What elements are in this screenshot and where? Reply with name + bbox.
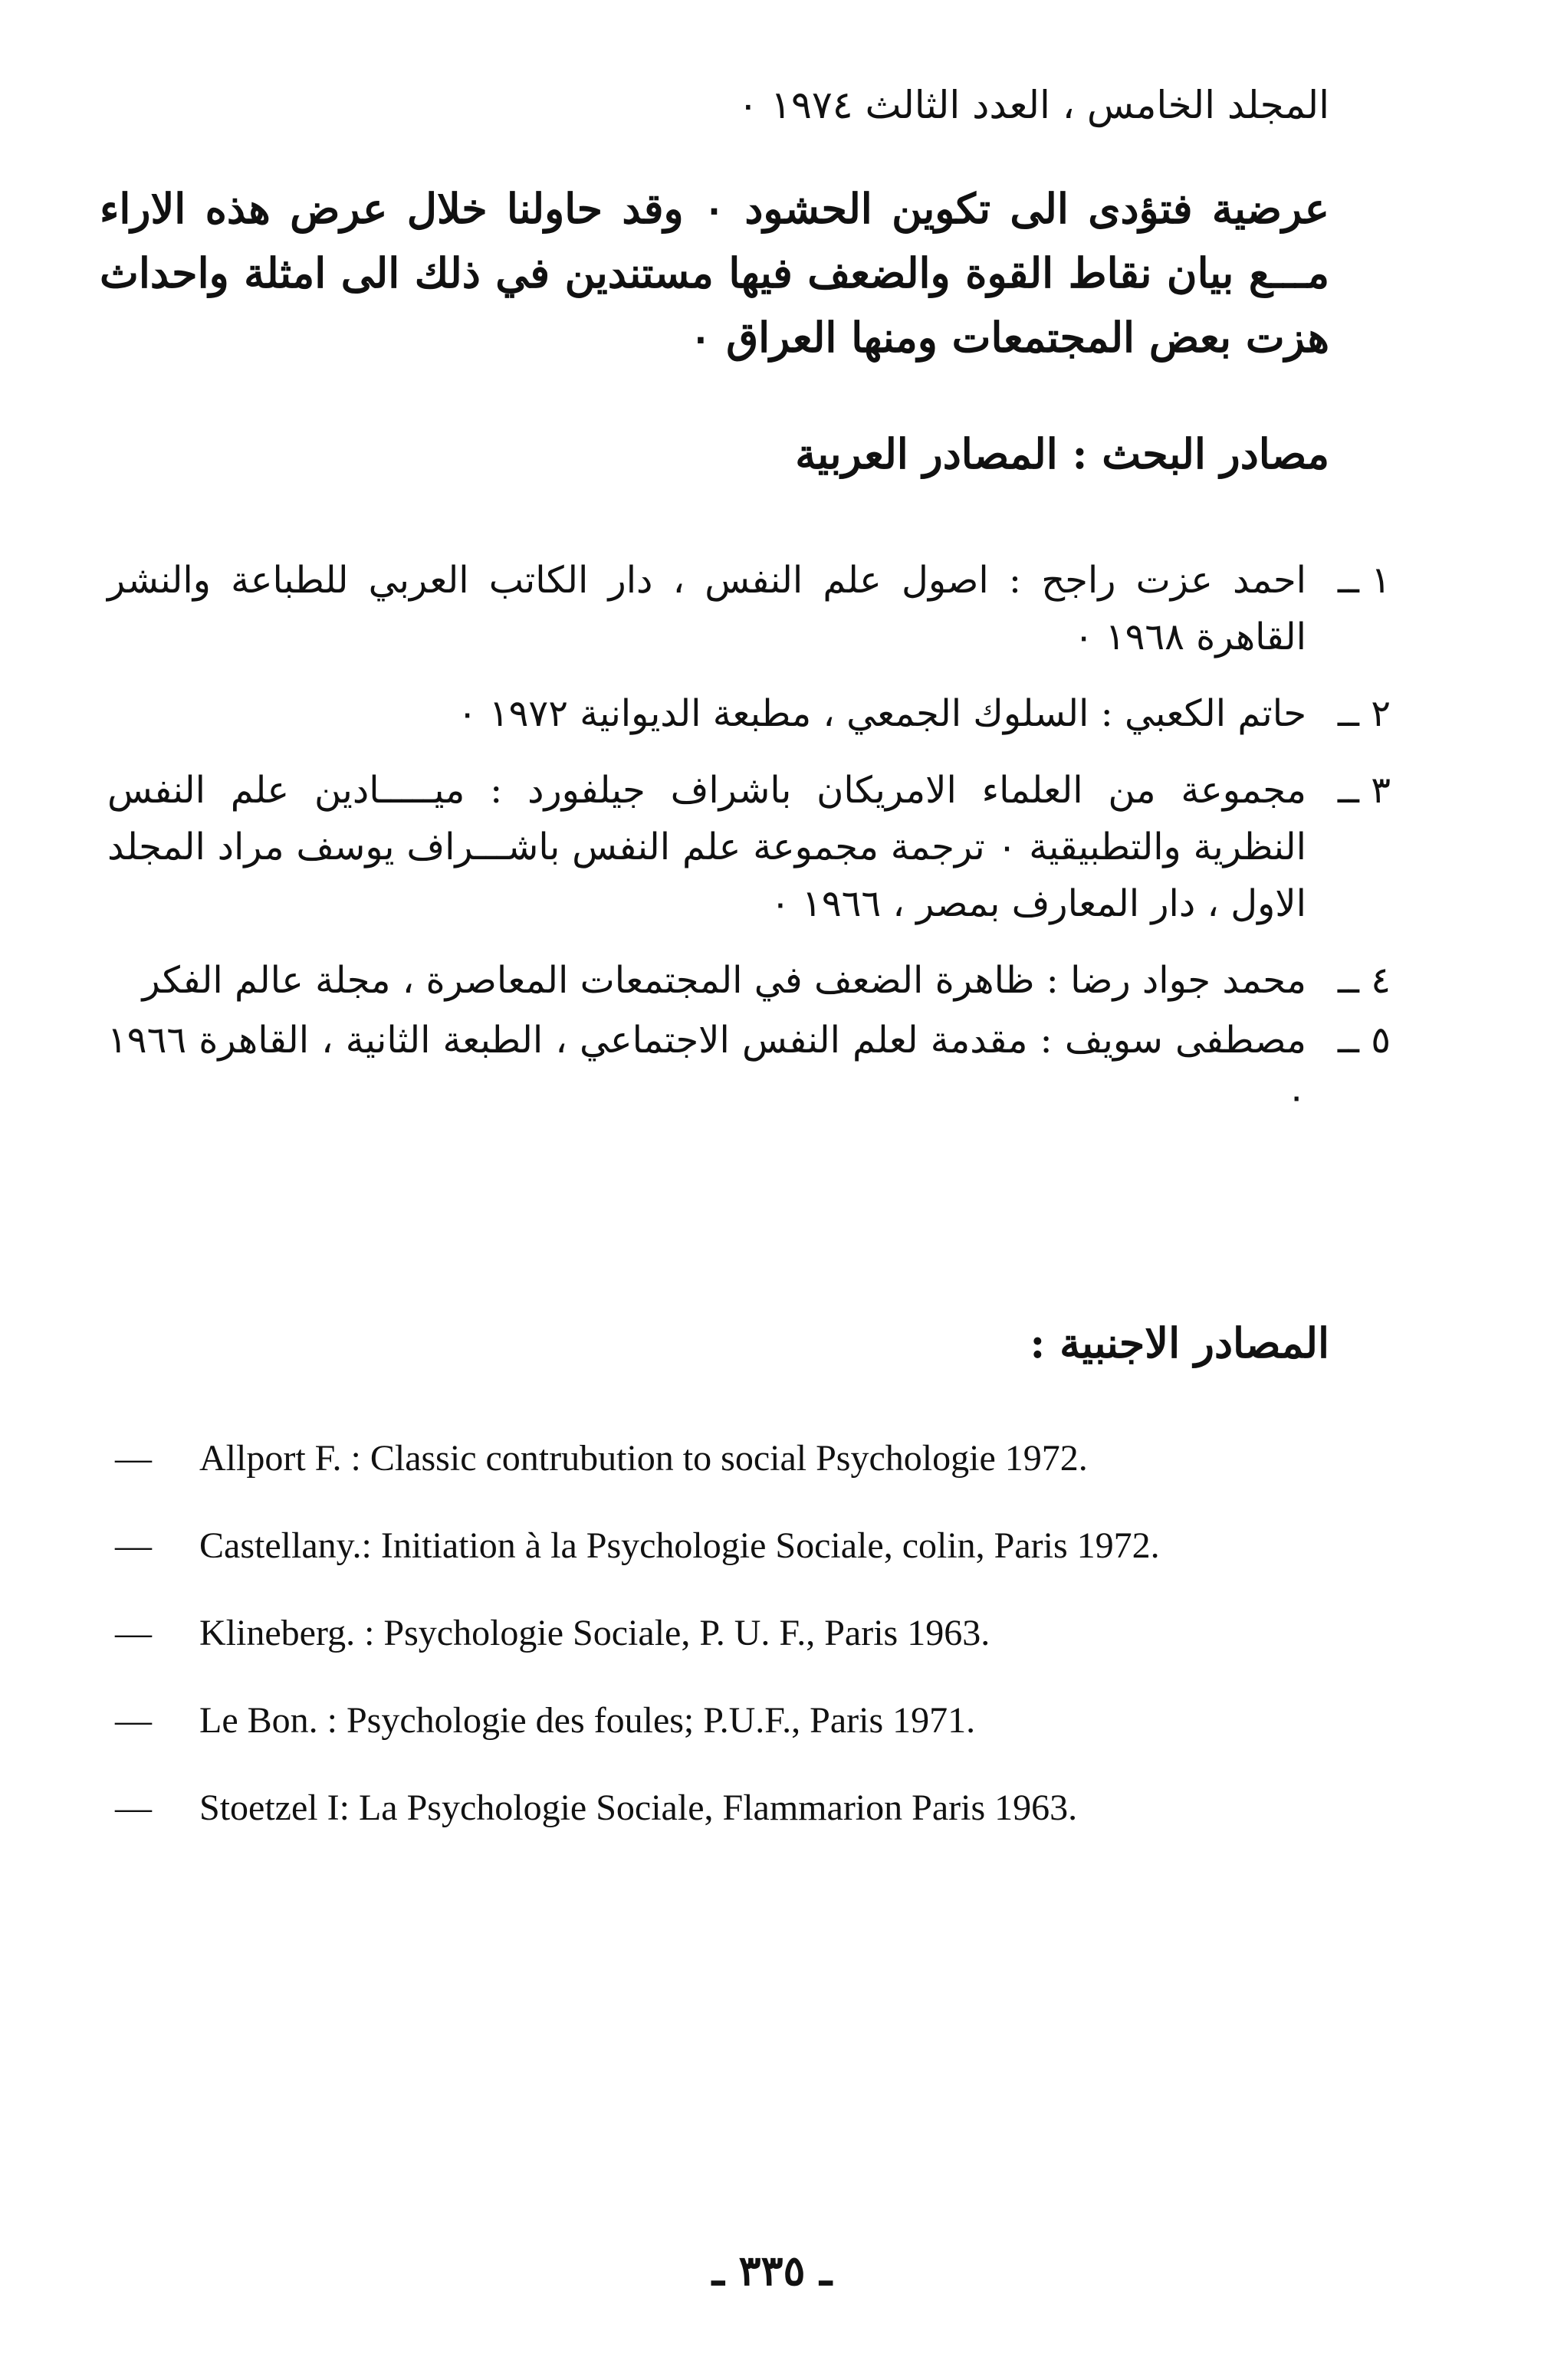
source-number: ٣ ــ — [1337, 769, 1391, 812]
list-dash: — — [115, 1438, 152, 1479]
list-dash: — — [115, 1787, 152, 1828]
running-header: المجلد الخامس ، العدد الثالث ١٩٧٤ ٠ — [738, 83, 1329, 127]
source-number: ٤ ــ — [1337, 959, 1391, 1002]
foreign-sources-list — [115, 1433, 1429, 1870]
source-text: حاتم الكعبي : السلوك الجمعي ، مطبعة الديوانية ١٩٧٢ ٠ — [457, 692, 1306, 735]
source-text: مجموعة من العلماء الامريكان باشراف جيلفورد : ميـــــادين علم النفس النظرية والتطبيقية ٠ ترجمة مجموعة علم النفس باشـــراف يوسف مراد المجلد الاول ، دار المعارف بمصر ، ١٩٦٦ ٠ — [107, 769, 1306, 925]
source-number: ٥ ــ — [1337, 1019, 1391, 1062]
source-text: مصطفى سويف : مقدمة لعلم النفس الاجتماعي ، الطبعة الثانية ، القاهرة ١٩٦٦ ٠ — [107, 1019, 1306, 1118]
source-text: Allport F. : Classic contrubution to social Psychologie 1972. — [199, 1438, 1088, 1479]
arabic-source-item — [107, 1012, 1391, 1125]
source-text: Klineberg. : Psychologie Sociale, P. U. F., Paris 1963. — [199, 1613, 990, 1653]
list-dash: — — [115, 1613, 152, 1653]
arabic-source-item — [107, 685, 1391, 742]
foreign-source-item — [115, 1433, 1429, 1484]
arabic-sources-heading: مصادر البحث : المصادر العربية — [795, 429, 1329, 478]
arabic-source-item — [107, 762, 1391, 932]
page-number: ـ ٣٣٥ ـ — [711, 2246, 833, 2295]
list-dash: — — [115, 1525, 152, 1566]
arabic-sources-list — [107, 552, 1391, 1145]
foreign-source-item — [115, 1608, 1429, 1659]
source-text: Le Bon. : Psychologie des foules; P.U.F., Paris 1971. — [199, 1700, 976, 1741]
source-text: احمد عزت راجح : اصول علم النفس ، دار الكاتب العربي للطباعة والنشر القاهرة ١٩٦٨ ٠ — [107, 559, 1306, 658]
list-dash: — — [115, 1700, 152, 1741]
foreign-sources-heading: المصادر الاجنبية : — [1030, 1318, 1329, 1367]
source-number: ٢ ــ — [1337, 692, 1391, 735]
foreign-source-item — [115, 1521, 1429, 1571]
intro-paragraph: عرضية فتؤدى الى تكوين الحشود ٠ وقد حاولنا خلال عرض هذه الاراء مـــع بيان نقاط القوة والضعف فيها مستندين في ذلك الى امثلة واحداث هزت بعض المجتمعات ومنها العراق ٠ — [100, 184, 1329, 362]
source-text: Castellany.: Initiation à la Psychologie Sociale, colin, Paris 1972. — [199, 1525, 1160, 1566]
foreign-source-item — [115, 1696, 1429, 1746]
source-text: محمد جواد رضا : ظاهرة الضعف في المجتمعات المعاصرة ، مجلة عالم الفكر — [142, 959, 1306, 1002]
foreign-source-item — [115, 1783, 1429, 1833]
arabic-source-item — [107, 552, 1391, 665]
source-number: ١ ــ — [1337, 559, 1391, 602]
source-text: Stoetzel I: La Psychologie Sociale, Flammarion Paris 1963. — [199, 1787, 1078, 1828]
arabic-source-item — [107, 952, 1391, 1009]
